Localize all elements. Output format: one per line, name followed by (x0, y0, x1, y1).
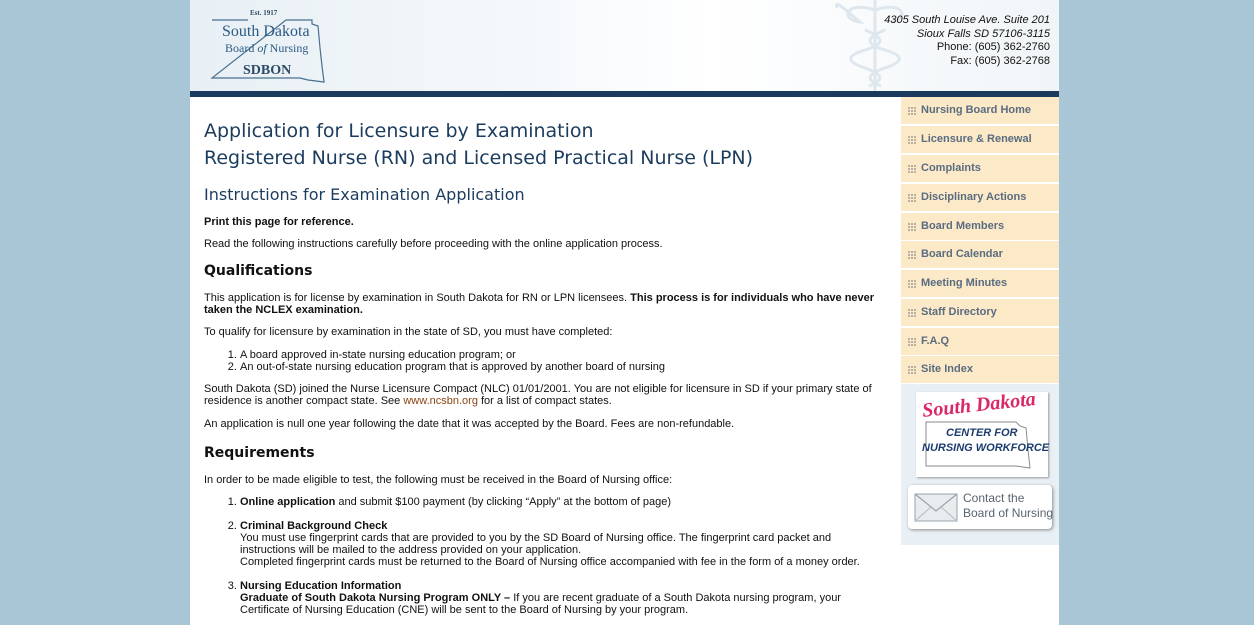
grid-bullet-icon (908, 194, 916, 202)
logo-line2: Board of Nursing (225, 41, 309, 55)
list-item: 1. A board approved in-state nursing education program; or (240, 349, 884, 361)
sidebar (901, 97, 1059, 545)
nav-site-index[interactable]: Site Index (901, 356, 1059, 385)
grid-bullet-icon (908, 309, 916, 317)
grid-bullet-icon (908, 136, 916, 144)
requirements-intro: In order to be made eligible to test, the following must be received in the Board of Nursing office: (204, 474, 673, 486)
nursing-workforce-banner[interactable] (916, 388, 1050, 477)
grid-bullet-icon (908, 223, 916, 231)
requirements-list (204, 496, 884, 616)
nav-board-members[interactable]: Board Members (901, 213, 1059, 242)
office-address (884, 14, 1050, 68)
contact-board-button[interactable] (908, 485, 1052, 529)
main-content (204, 118, 884, 616)
grid-bullet-icon (908, 251, 916, 259)
title-line1: Application for Licensure by Examination (204, 120, 594, 142)
read-note: Read the following instructions carefully before proceeding with the online application process. (204, 238, 663, 250)
logo-abbr: SDBON (243, 63, 292, 78)
list-item: 2. Criminal Background Check You must use fingerprint cards that are provided to you by the SD Board of Nursing office. The fingerprint card packet and instructions will be mailed to the address provided on your application. Completed fingerprint cards must be returned to the Board of Nursing office accompanied with fee in the form of a money order. (240, 520, 884, 568)
address-street: 4305 South Louise Ave. Suite 201 (884, 14, 1050, 26)
sidebar-promos (901, 384, 1059, 545)
site-header (190, 0, 1059, 91)
nav-board-calendar[interactable]: Board Calendar (901, 241, 1059, 270)
nav-disciplinary-actions[interactable]: Disciplinary Actions (901, 184, 1059, 213)
ncsbn-link[interactable]: www.ncsbn.org (403, 395, 478, 407)
contact-line1: Contact the (963, 491, 1025, 505)
address-phone: Phone: (605) 362-2760 (936, 41, 1050, 53)
sdbon-logo[interactable] (208, 8, 326, 84)
nav-complaints[interactable]: Complaints (901, 155, 1059, 184)
list-item: 1. Online application and submit $100 payment (by clicking “Apply” at the bottom of page) (240, 496, 884, 508)
qualifications-list (204, 349, 884, 373)
print-note: Print this page for reference. (204, 216, 354, 228)
grid-bullet-icon (908, 366, 916, 374)
envelope-icon (914, 491, 958, 523)
grid-bullet-icon (908, 107, 916, 115)
grid-bullet-icon (908, 280, 916, 288)
qualifications-p4: An application is null one year following the date that it was accepted by the Board. Fees are non-refundable. (204, 418, 735, 430)
list-item: 3. Nursing Education Information Graduate of South Dakota Nursing Program ONLY – If you are recent graduate of a South Dakota nursing program, your Certificate of Nursing Education (CNE) will be sent to the Board of Nursing by your program. (240, 580, 884, 616)
nav-meeting-minutes[interactable]: Meeting Minutes (901, 270, 1059, 299)
page-subtitle: Instructions for Examination Application (204, 185, 525, 204)
contact-line2: Board of Nursing (963, 506, 1054, 520)
grid-bullet-icon (908, 165, 916, 173)
workforce-sd-script: South Dakota (921, 388, 1037, 422)
requirements-heading: Requirements (204, 445, 315, 461)
qualifications-p2: To qualify for licensure by examination in the state of SD, you must have completed: (204, 326, 613, 338)
address-city: Sioux Falls SD 57106-3115 (916, 27, 1050, 40)
nav-faq[interactable]: F.A.Q (901, 328, 1059, 357)
workforce-line1: CENTER FOR (946, 427, 1018, 439)
grid-bullet-icon (908, 338, 916, 346)
nav-staff-directory[interactable]: Staff Directory (901, 299, 1059, 328)
qualifications-p3: South Dakota (SD) joined the Nurse Licensure Compact (NLC) 01/01/2001. You are not eligible for licensure in SD if your primary state of residence is another compact state. See www.ncsbn.org for a list of compact states. (204, 383, 872, 407)
nav-licensure-renewal[interactable]: Licensure & Renewal (901, 126, 1059, 155)
list-item: 2. An out-of-state nursing education program that is approved by another board of nursing (240, 361, 884, 373)
workforce-line2: NURSING WORKFORCE (922, 442, 1050, 454)
qualifications-heading: Qualifications (204, 263, 313, 279)
logo-est: Est. 1917 (250, 9, 278, 17)
nav-nursing-board-home[interactable]: Nursing Board Home (901, 97, 1059, 126)
qualifications-p1: This application is for license by examination in South Dakota for RN or LPN licensees. This process is for individuals who have never taken the NCLEX examination. (204, 292, 875, 316)
page-title (204, 118, 884, 172)
address-fax: Fax: (605) 362-2768 (950, 54, 1050, 67)
page (190, 0, 1059, 625)
title-line2: Registered Nurse (RN) and Licensed Practical Nurse (LPN) (204, 147, 754, 169)
logo-line1: South Dakota (222, 23, 310, 40)
